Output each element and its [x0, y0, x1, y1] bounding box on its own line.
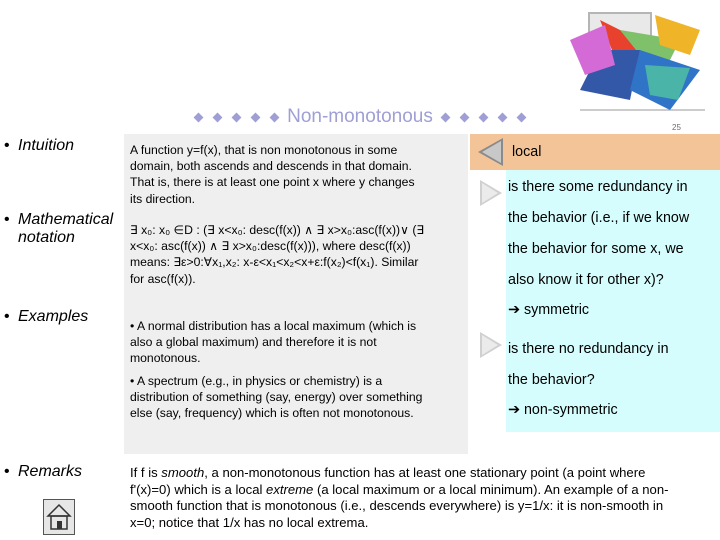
diamond-icon: [440, 112, 450, 122]
section-intuition: • Intuition: [4, 137, 75, 154]
next-arrow-icon[interactable]: [478, 330, 504, 360]
section-remarks: • Remarks: [4, 463, 83, 480]
arrow-right-icon: ➔: [508, 302, 524, 318]
diamond-icon: [516, 112, 526, 122]
answer-symmetric: ➔ symmetric: [508, 302, 590, 318]
arrow-right-icon: ➔: [508, 402, 524, 418]
diamond-icon: [213, 112, 223, 122]
question-redundancy-line1: is there some redundancy in: [508, 179, 688, 195]
example-spectrum: • A spectrum (e.g., in physics or chemistry) is a distribution of something (say, energy) over something else (say, frequency) which is often not monotonous.: [130, 374, 423, 421]
question-redundancy-line2: the behavior (i.e., if we know: [508, 210, 690, 226]
example-normal-distribution: • A normal distribution has a local maximum (which is also a global maximum) and therefore it is not monotonous.: [130, 319, 417, 366]
diamond-icon: [232, 112, 242, 122]
question-no-redundancy-line1: is there no redundancy in: [508, 341, 669, 357]
slide-title: [150, 104, 570, 130]
local-band: [470, 134, 720, 170]
section-mathematical-notation: • Mathematical notation: [4, 211, 114, 246]
question-redundancy-line4: also know it for other x)?: [508, 272, 664, 288]
question-redundancy-line3: the behavior for some x, we: [508, 241, 684, 257]
diamond-icon: [194, 112, 204, 122]
intuition-text: A function y=f(x), that is non monotonous in some domain, both ascends and descends in that domain. That is, there is at least one point x where y changes its direction.: [130, 143, 415, 206]
previous-arrow-icon[interactable]: [475, 136, 505, 168]
home-icon[interactable]: [43, 499, 75, 535]
next-arrow-icon[interactable]: [478, 178, 504, 208]
title-text: Non-monotonous: [287, 106, 433, 127]
local-label: local: [512, 144, 542, 160]
diamond-icon: [497, 112, 507, 122]
notation-text: ∃ x₀: x₀ ∈D : (∃ x<x₀: desc(f(x)) ∧ ∃ x>x₀:asc(f(x))∨ (∃ x<x₀: asc(f(x)) ∧ ∃ x>x₀:desc(f(x))), where desc(f(x)) means: ∃ε>0:∀x₁,x₂: x-ε<x₁<x₂<x+ε:f(x₂)<f(x₁). Similar for asc(f(x)).: [130, 223, 425, 286]
diamond-icon: [478, 112, 488, 122]
answer-non-symmetric: ➔ non-symmetric: [508, 402, 618, 418]
diamond-icon: [251, 112, 261, 122]
section-examples: • Examples: [4, 308, 89, 325]
diamond-icon: [270, 112, 280, 122]
remarks-text: If f is smooth, a non-monotonous function has at least one stationary point (a point where f'(x)=0) which is a local extreme (a local maximum or a local minimum). An example of a non- smooth function that is monotonous (i.e., descends everywhere) is y=1/x: it is non-smooth in x=0; notice that 1/x has no local extrema.: [130, 465, 669, 531]
question-no-redundancy-line2: the behavior?: [508, 372, 595, 388]
logo-graphic: [560, 10, 710, 130]
page-number: 25: [672, 123, 681, 132]
diamond-icon: [459, 112, 469, 122]
